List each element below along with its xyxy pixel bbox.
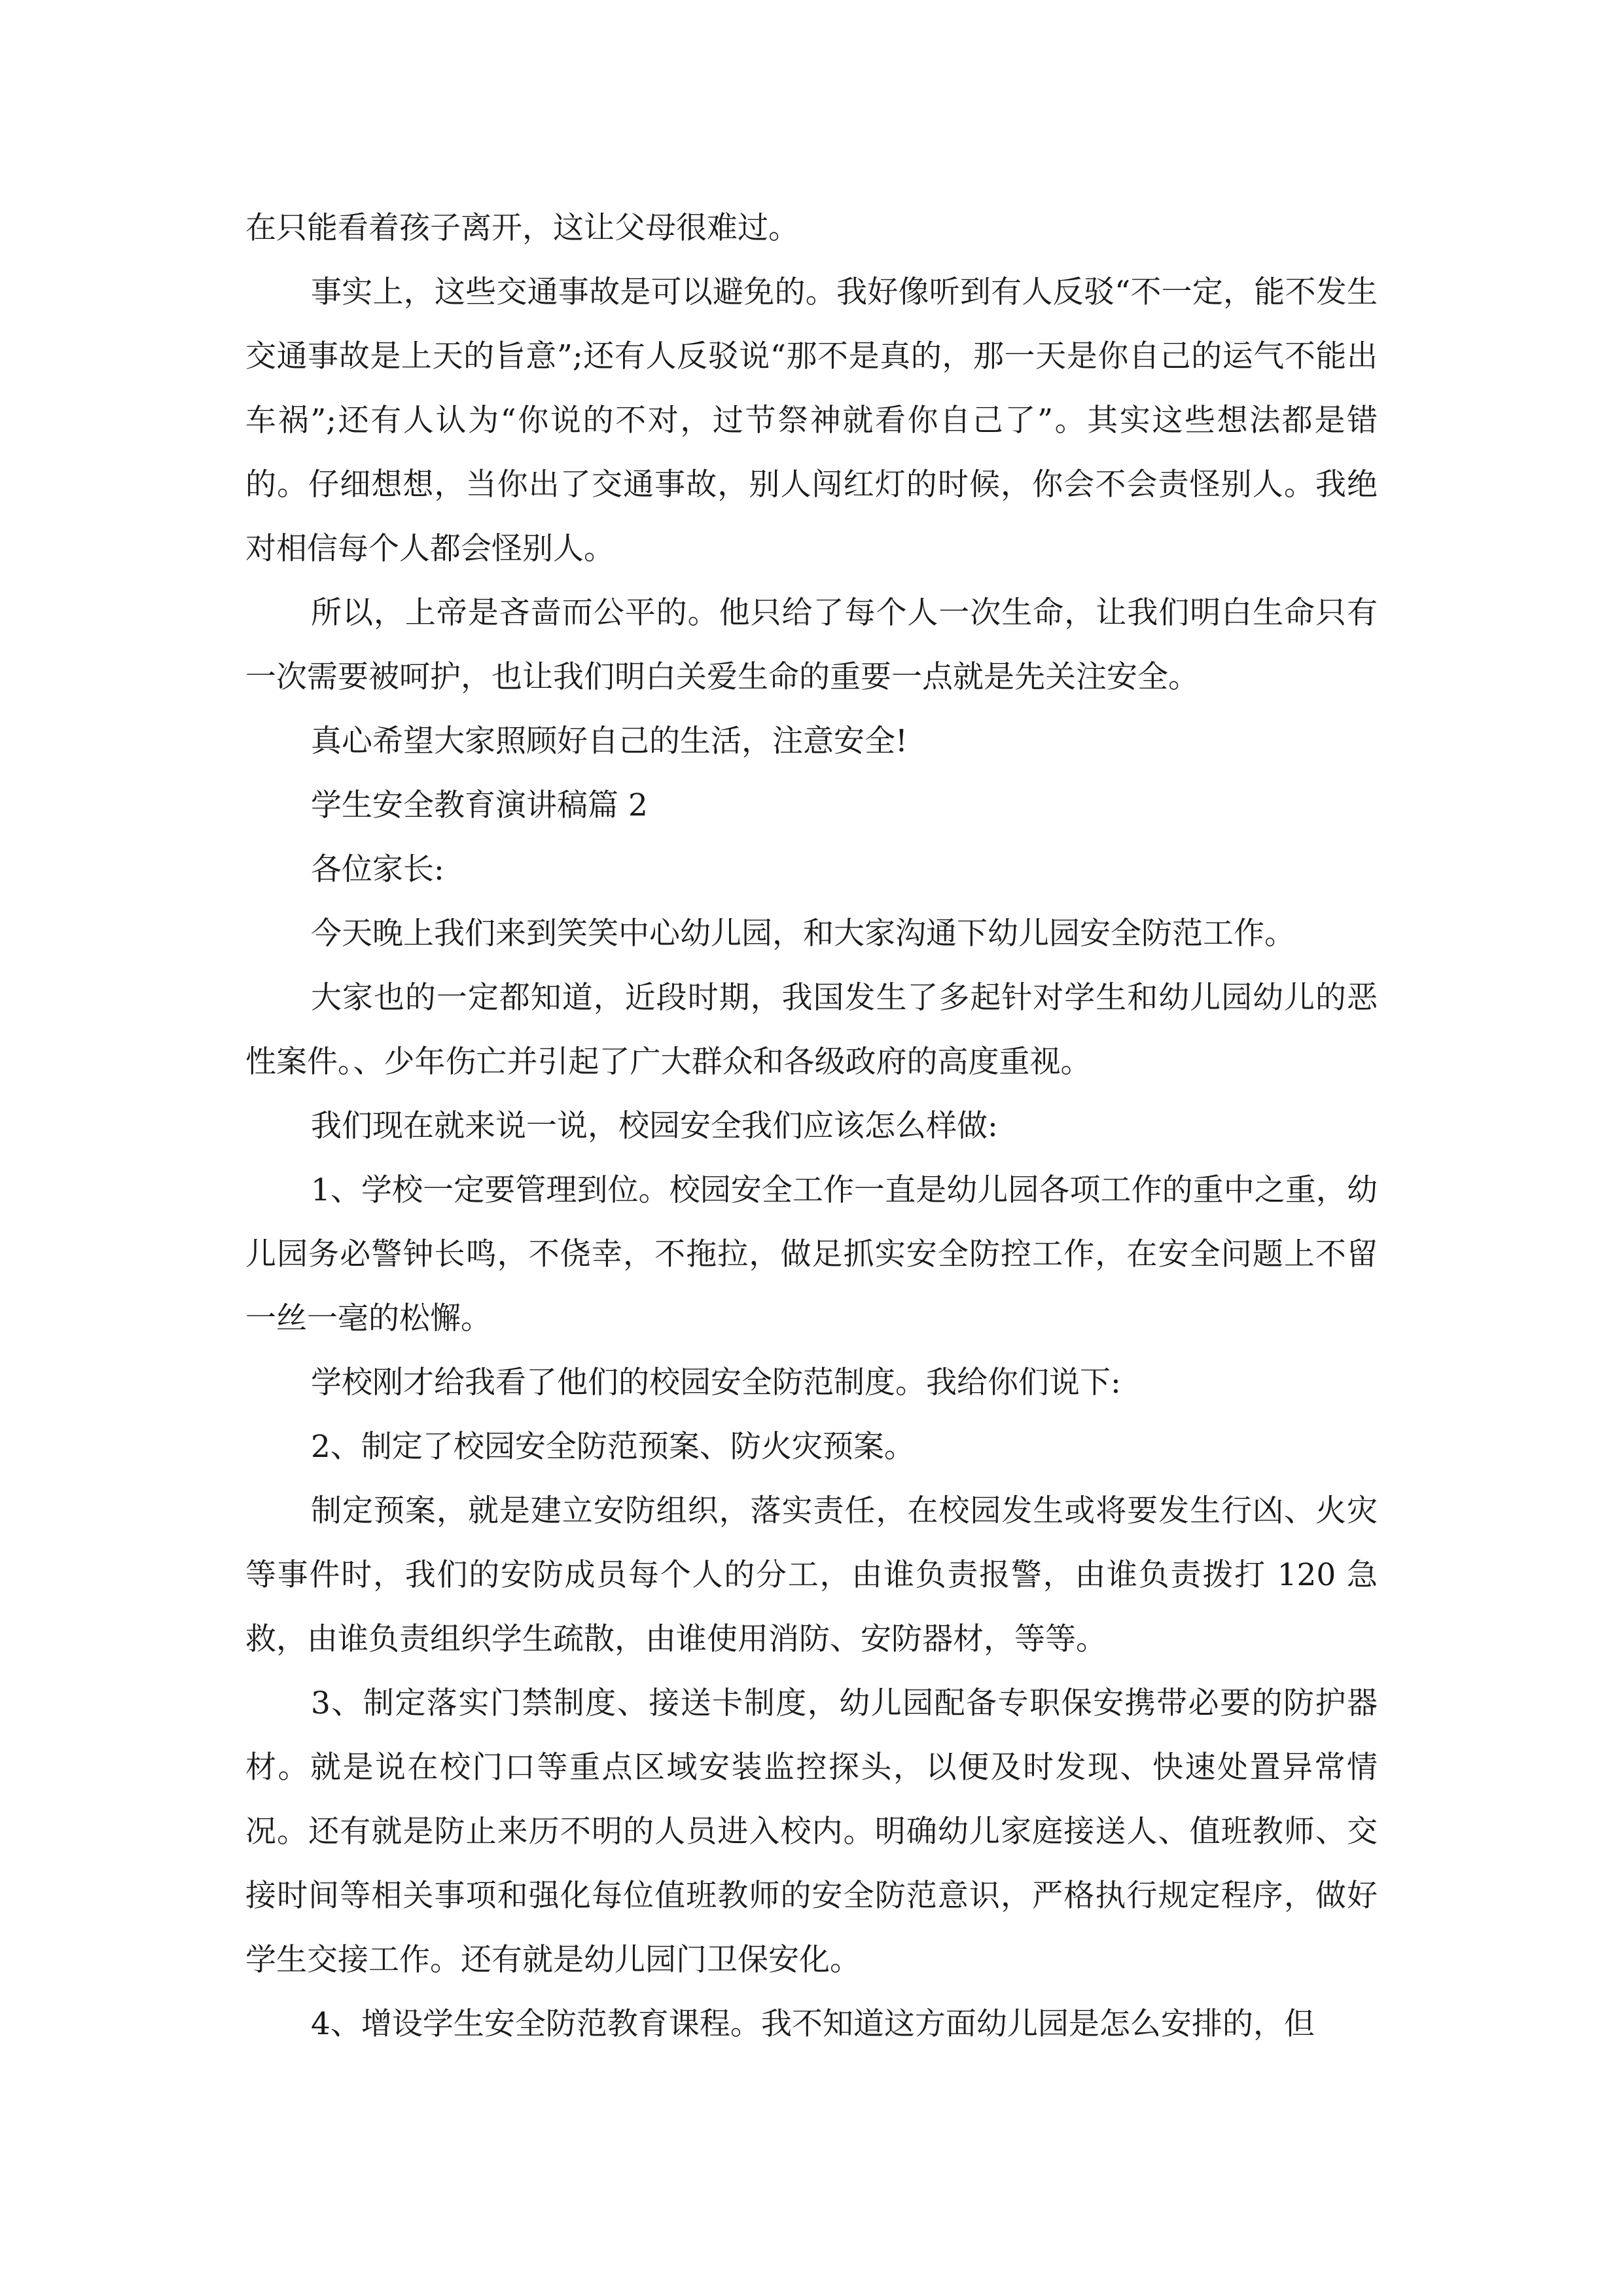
salutation: 各位家长: [311, 852, 444, 888]
paragraph: 所以，上帝是吝啬而公平的。他只给了每个人一次生命，让我们明白生命只有一次需要被呵护，也让我们明白关爱生命的重要一点就是先关注安全。 [245, 595, 1378, 695]
paragraph: 大家也的一定都知道，近段时期，我国发生了多起针对学生和幼儿园幼儿的恶性案件。、少年伤亡并引起了广大群众和各级政府的高度重视。 [245, 980, 1378, 1080]
paragraph: 我们现在就来说一说，校园安全我们应该怎么样做: [311, 1108, 998, 1144]
paragraph: 真心希望大家照顾好自己的生活，注意安全! [311, 723, 908, 759]
list-item: 3、制定落实门禁制度、接送卡制度，幼儿园配备专职保安携带必要的防护器材。就是说在校门口等重点区域安装监控探头，以便及时发现、快速处置异常情况。还有就是防止来历不明的人员进入校内。明确幼儿家庭接送人、值班教师、交接时间等相关事项和强化每位值班教师的安全防范意识，严格执行规定程序，做好学生交接工作。还有就是幼儿园门卫保安化。 [245, 1685, 1378, 1978]
section-heading: 学生安全教育演讲稿篇 2 [311, 787, 648, 823]
list-item: 2、制定了校园安全防范预案、防火灾预案。 [311, 1429, 915, 1465]
paragraph: 学校刚才给我看了他们的校园安全防范制度。我给你们说下: [311, 1365, 1121, 1401]
list-item: 1、学校一定要管理到位。校园安全工作一直是幼儿园各项工作的重中之重，幼儿园务必警钟长鸣，不侥幸，不拖拉，做足抓实安全防控工作，在安全问题上不留一丝一毫的松懈。 [245, 1172, 1378, 1336]
paragraph: 制定预案，就是建立安防组织，落实责任，在校园发生或将要发生行凶、火灾等事件时，我们的安防成员每个人的分工，由谁负责报警，由谁负责拨打 120 急救，由谁负责组织学生疏散，由谁使用消防、安防器材，等等。 [245, 1493, 1378, 1657]
paragraph: 今天晚上我们来到笑笑中心幼儿园，和大家沟通下幼儿园安全防范工作。 [311, 916, 1295, 952]
document-page [245, 196, 1378, 2056]
paragraph: 在只能看着孩子离开，这让父母很难过。 [245, 210, 799, 246]
paragraph: 事实上，这些交通事故是可以避免的。我好像听到有人反驳“不一定，能不发生交通事故是上天的旨意”;还有人反驳说“那不是真的，那一天是你自己的运气不能出车祸”;还有人认为“你说的不对，过节祭神就看你自己了”。其实这些想法都是错的。仔细想想，当你出了交通事故，别人闯红灯的时候，你会不会责怪别人。我绝对相信每个人都会怪别人。 [245, 274, 1378, 567]
list-item: 4、增设学生安全防范教育课程。我不知道这方面幼儿园是怎么安排的，但 [311, 2006, 1315, 2042]
